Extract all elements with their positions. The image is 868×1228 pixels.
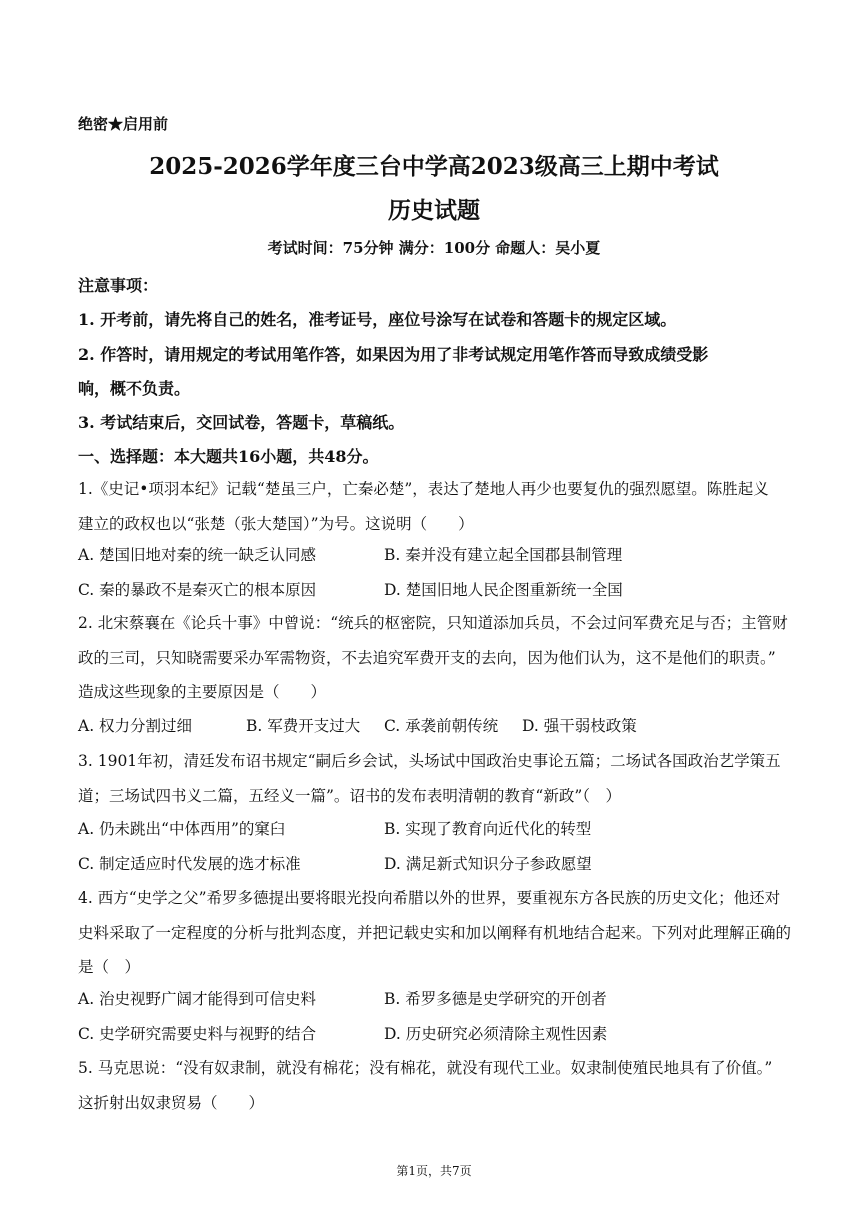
question-1-options — [78, 538, 790, 607]
question-1-line: 建立的政权也以“张楚（张大楚国）”为号。这说明（ ） — [78, 514, 474, 533]
question-2-line: 造成这些现象的主要原因是（ ） — [78, 683, 327, 702]
option-a: A. 仍未跳出“中体西用”的窠臼 — [78, 820, 286, 838]
question-3-line: 道；三场试四书义二篇，五经义一篇”。诏书的发布表明清朝的教育“新政”（ ） — [78, 786, 622, 805]
notice-item-1: 1. 开考前，请先将自己的姓名，准考证号，座位号涂写在试卷和答题卡的规定区域。 — [78, 310, 677, 329]
option-b: B. 希罗多德是史学研究的开创者 — [384, 990, 607, 1008]
option-c: C. 秦的暴政不是秦灭亡的根本原因 — [78, 580, 317, 599]
notice-item-2: 2. 作答时，请用规定的考试用笔作答，如果因为用了非考试规定用笔作答而导致成绩受影 — [78, 345, 709, 364]
question-2 — [78, 606, 790, 710]
notice-item-2-cont: 响，概不负责。 — [78, 379, 191, 398]
option-a: A. 楚国旧地对秦的统一缺乏认同感 — [78, 546, 317, 564]
option-b: B. 军费开支过大 — [246, 717, 361, 735]
exam-info: 考试时间：75分钟 满分：100分 命题人：吴小夏 — [267, 239, 601, 257]
question-4-line: 是（ ） — [78, 958, 141, 977]
question-5-line: 5. 马克思说：“没有奴隶制，就没有棉花；没有棉花，就没有现代工业。奴隶制使殖民地具有了价值。” — [78, 1059, 773, 1077]
option-c: C. 制定适应时代发展的选才标准 — [78, 854, 301, 873]
page-number: 第1页，共7页 — [396, 1164, 472, 1178]
notice-item-3: 3. 考试结束后，交回试卷，答题卡，草稿纸。 — [78, 413, 405, 432]
question-4-line: 4. 西方“史学之父”希罗多德提出要将眼光投向希腊以外的世界，要重视东方各民族的历史文化；他还对 — [78, 889, 781, 907]
question-5 — [78, 1051, 790, 1120]
question-2-line: 2. 北宋蔡襄在《论兵十事》中曾说：“统兵的枢密院，只知道添加兵员，不会过问军费充足与否；主管财 — [78, 614, 788, 632]
option-c: C. 承袭前朝传统 — [384, 717, 499, 735]
option-c: C. 史学研究需要史料与视野的结合 — [78, 1024, 317, 1043]
question-3-line: 3. 1901年初，清廷发布诏书规定“嗣后乡会试，头场试中国政治史事论五篇；二场试各国政治艺学策五 — [78, 752, 781, 770]
exam-title: 2025-2026学年度三台中学高2023级高三上期中考试 — [149, 153, 719, 180]
notice-heading: 注意事项： — [78, 276, 159, 295]
question-2-line: 政的三司，只知晓需要采办军需物资，不去追究军费开支的去向，因为他们认为，这不是他们的职责。” — [78, 648, 776, 667]
question-2-options — [78, 709, 790, 744]
question-4 — [78, 881, 790, 985]
question-3 — [78, 744, 790, 813]
option-b: B. 秦并没有建立起全国郡县制管理 — [384, 546, 623, 564]
question-5-line: 这折射出奴隶贸易（ ） — [78, 1093, 265, 1112]
confidential-label: 绝密★启用前 — [78, 115, 169, 133]
question-4-line: 史料采取了一定程度的分析与批判态度，并把记载史实和加以阐释有机地结合起来。下列对此理解正确的 — [78, 923, 792, 942]
question-1 — [78, 472, 790, 541]
option-a: A. 治史视野广阔才能得到可信史料 — [78, 990, 317, 1008]
question-4-options — [78, 982, 790, 1051]
option-d: D. 楚国旧地人民企图重新统一全国 — [384, 580, 623, 599]
question-3-options — [78, 812, 790, 881]
subject-title: 历史试题 — [388, 197, 480, 224]
option-d: D. 满足新式知识分子参政愿望 — [384, 854, 592, 873]
option-d: D. 强干弱枝政策 — [522, 717, 637, 735]
option-b: B. 实现了教育向近代化的转型 — [384, 820, 592, 838]
section-heading: 一、选择题：本大题共16小题，共48分。 — [78, 447, 379, 466]
option-d: D. 历史研究必须清除主观性因素 — [384, 1024, 608, 1043]
option-a: A. 权力分割过细 — [78, 717, 193, 735]
question-1-line: 1.《史记•项羽本纪》记载“楚虽三户，亡秦必楚”，表达了楚地人再少也要复仇的强烈愿望。陈胜起义 — [78, 480, 769, 498]
